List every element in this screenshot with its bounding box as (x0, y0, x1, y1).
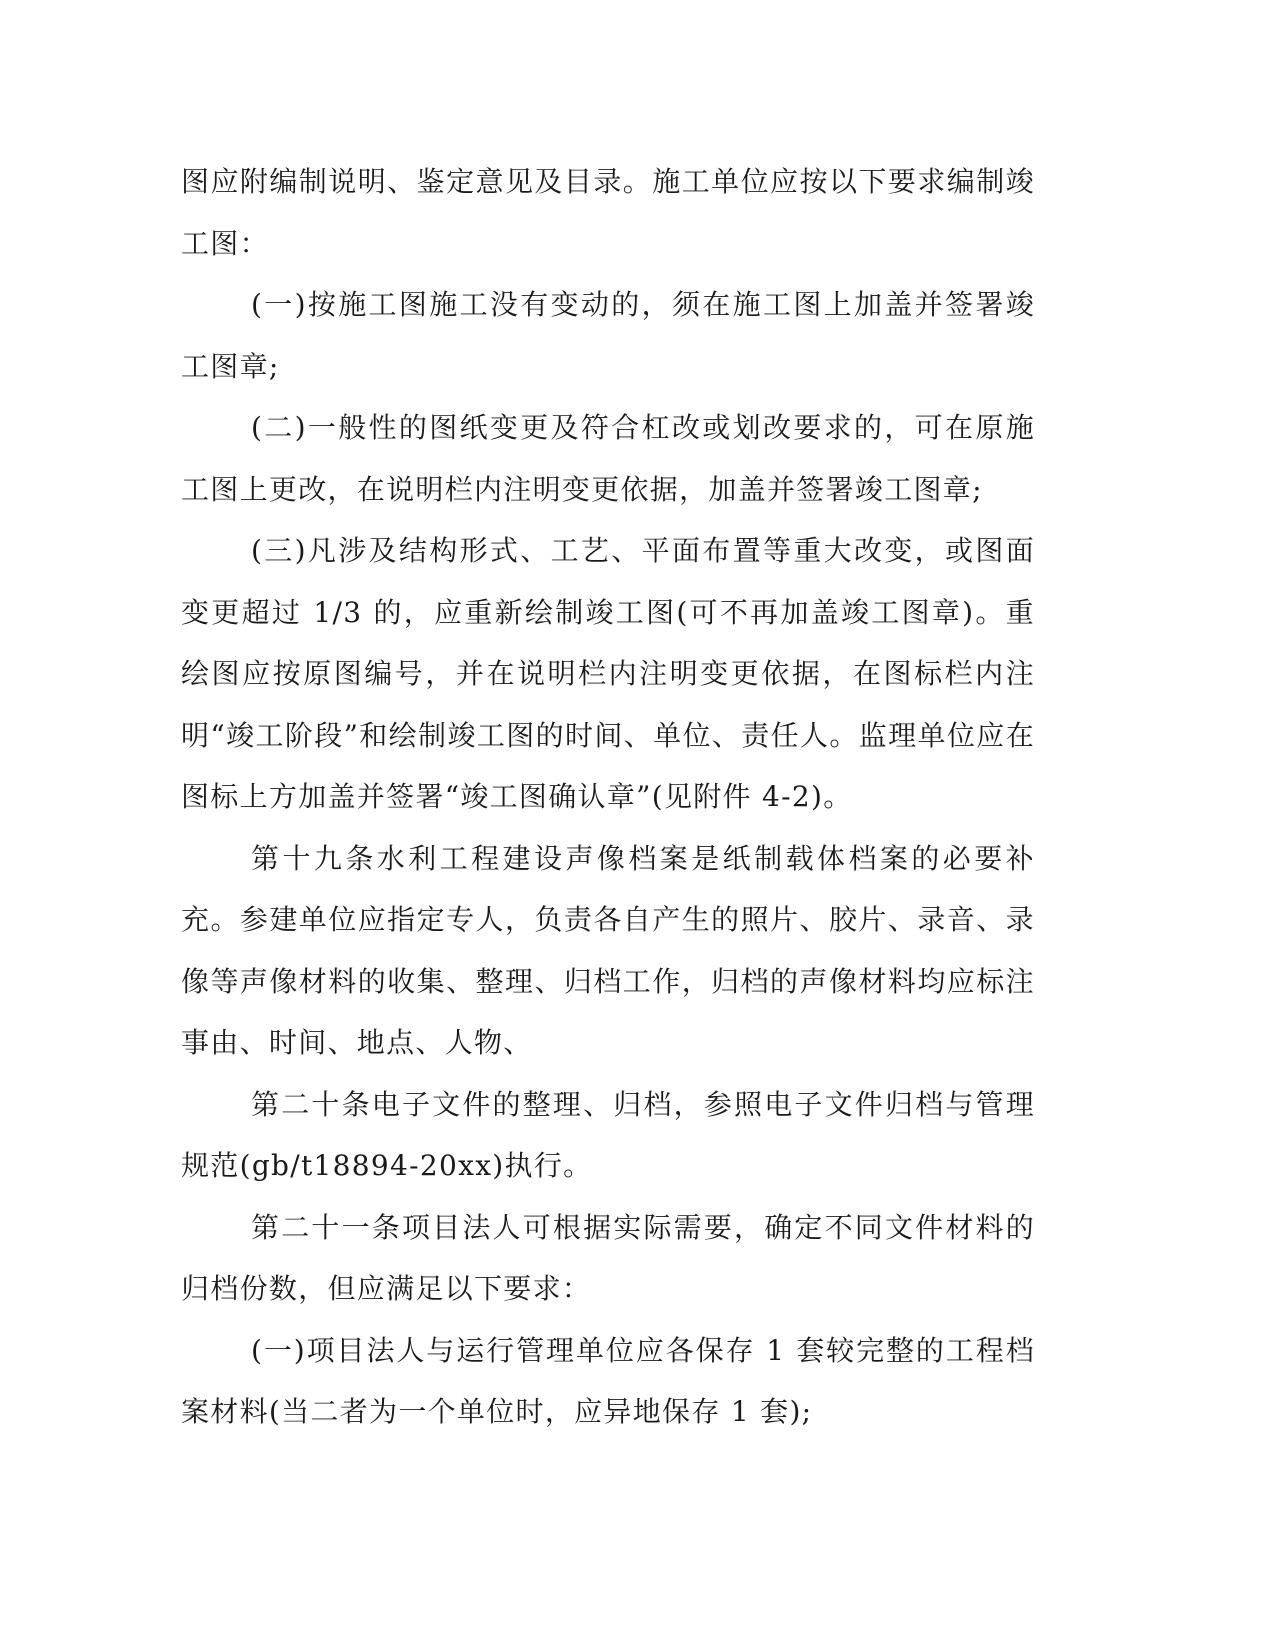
paragraph-article-19: 第十九条水利工程建设声像档案是纸制载体档案的必要补充。参建单位应指定专人，负责各自产生的照片、胶片、录音、录像等声像材料的收集、整理、归档工作，归档的声像材料均应标注事由、时间、地点、人物、 (181, 841, 1035, 1059)
paragraph-drawing-requirements: 图应附编制说明、鉴定意见及目录。施工单位应按以下要求编制竣工图： (181, 165, 1035, 260)
document-body (181, 151, 1035, 1443)
paragraph-article-20: 第二十条电子文件的整理、归档，参照电子文件归档与管理规范(gb/t18894-20xx)执行。 (181, 1087, 1035, 1182)
paragraph-item-3: (三)凡涉及结构形式、工艺、平面布置等重大改变，或图面变更超过 1/3 的，应重新绘制竣工图(可不再加盖竣工图章)。重绘图应按原图编号，并在说明栏内注明变更依据，在图标栏内注明“竣工阶段”和绘制竣工图的时间、单位、责任人。监理单位应在图标上方加盖并签署“竣工图确认章”(见附件 4-2)。 (181, 534, 1035, 813)
paragraph-article-21: 第二十一条项目法人可根据实际需要，确定不同文件材料的归档份数，但应满足以下要求： (181, 1210, 1035, 1305)
paragraph-article-21-item-1: (一)项目法人与运行管理单位应各保存 1 套较完整的工程档案材料(当二者为一个单位时，应异地保存 1 套); (181, 1333, 1035, 1428)
paragraph-item-1: (一)按施工图施工没有变动的，须在施工图上加盖并签署竣工图章; (181, 288, 1035, 383)
paragraph-item-2: (二)一般性的图纸变更及符合杠改或划改要求的，可在原施工图上更改，在说明栏内注明变更依据，加盖并签署竣工图章; (181, 411, 1035, 506)
